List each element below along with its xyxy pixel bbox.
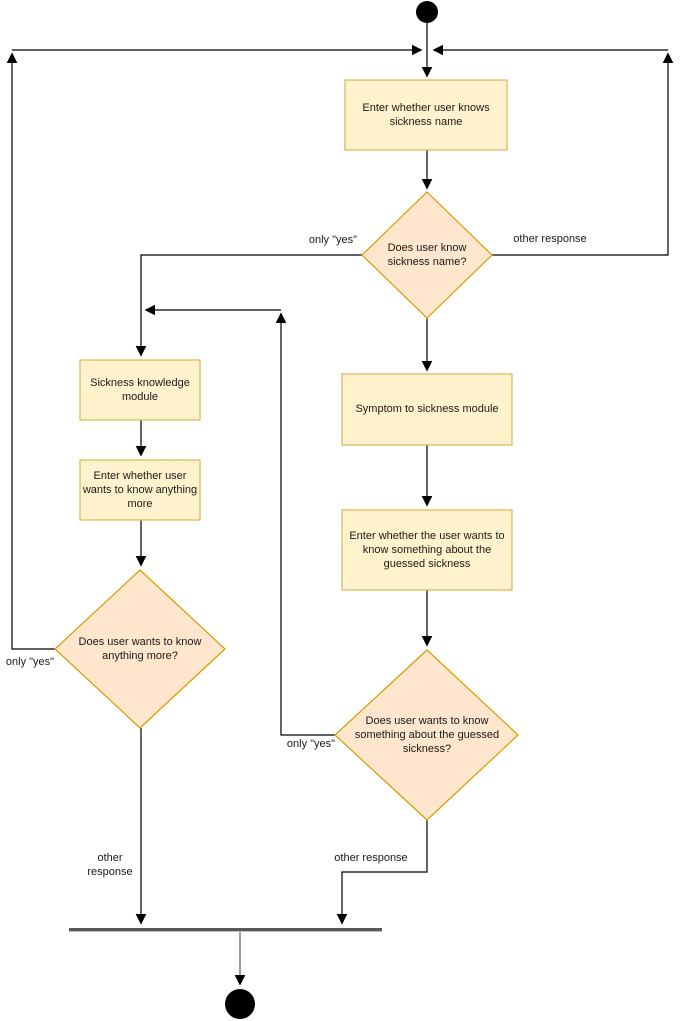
end-node	[225, 989, 255, 1019]
edge-label-more-other: other response	[87, 852, 133, 878]
edge-guessed-yes-up	[281, 314, 335, 735]
process-knowledge-module-label: Sickness knowledge module	[90, 376, 190, 403]
decision-guessed-sickness-label: Does user wants to know something about the guessed sickness?	[354, 714, 500, 756]
process-enter-more-label: Enter whether user wants to know anything more	[82, 469, 198, 511]
join-bar	[69, 928, 382, 931]
edge-label-more-yes: only "yes"	[5, 656, 55, 668]
edge-knows-yes-to-knowledge	[141, 255, 362, 355]
edge-label-knows-other: other response	[513, 233, 587, 245]
edge-guessed-other-to-join	[342, 820, 427, 923]
edge-label-knows-yes: only "yes"	[308, 234, 357, 246]
process-enter-guessed-label: Enter whether the user wants to know something about the guessed sickness	[349, 529, 505, 571]
edge-label-guessed-other: other response	[334, 852, 408, 864]
decision-anything-more-label: Does user wants to know anything more?	[78, 635, 202, 662]
decision-knows-name-label: Does user know sickness name?	[387, 241, 467, 268]
edge-more-yes-loop-up	[12, 54, 55, 649]
start-node	[416, 1, 438, 23]
edge-knows-other-loop-up	[492, 54, 668, 255]
edge-label-guessed-yes: only "yes"	[286, 738, 336, 750]
process-enter-knows-label: Enter whether user knows sickness name	[362, 101, 490, 128]
process-symptom-module-label: Symptom to sickness module	[355, 403, 499, 416]
